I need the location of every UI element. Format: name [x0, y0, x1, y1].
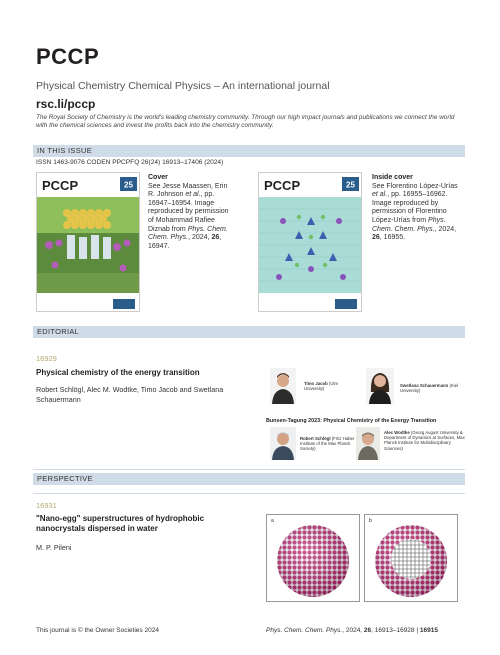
- editorial-title[interactable]: Physical chemistry of the energy transition: [36, 368, 200, 377]
- perspective-authors: M. P. Pileni: [36, 543, 72, 552]
- inside-cover-image: [258, 172, 362, 312]
- divider: [33, 469, 465, 470]
- footer-citation: Phys. Chem. Chem. Phys., 2024, 26, 16913–16928 | 16915: [266, 627, 438, 634]
- cover-badge: 25: [124, 180, 133, 190]
- footer-page-number: 16915: [419, 627, 438, 634]
- perspective-page-number[interactable]: 16931: [36, 501, 57, 510]
- issn-line: ISSN 1463-9076 CODEN PPCPFQ 26(24) 16913–17406 (2024): [36, 159, 224, 166]
- cover-description: Cover See Jesse Maassen, Erin R. Johnson et al., pp. 16947–16954. Image reproduced by permission of Mohammad Rafiee Diznab from Phys. Chem. Chem. Phys., 2024, 26, 16947.: [148, 174, 236, 251]
- inside-cover-description: Inside cover See Florentino López-Urías et al., pp. 16955–16962. Image reproduced by permission of Florentino López-Urías from Phys. Chem. Chem. Phys., 2024, 26, 16955.: [372, 174, 460, 243]
- caption-alec-wodtke: Alec Wodtke (Georg August University & Department of Dynamics at Surfaces, Max Planck Institute for Multidisciplinary Sciences): [384, 430, 465, 451]
- photo-alec-wodtke: [356, 427, 380, 460]
- nano-egg-panel-a: [266, 514, 360, 602]
- cover-journal-title: PCCP: [42, 178, 79, 193]
- section-header-in-this-issue: IN THIS ISSUE: [33, 145, 465, 157]
- inside-cover-badge: 25: [346, 180, 355, 190]
- photo-timo-jacob: [270, 368, 296, 404]
- photo-robert-schloegl: [270, 427, 296, 460]
- perspective-title[interactable]: "Nano-egg" superstructures of hydrophobic nanocrystals dispersed in water: [36, 514, 205, 533]
- editorial-authors: Robert Schlögl, Alec M. Wodtke, Timo Jacob and Swetlana Schauermann: [36, 385, 224, 404]
- section-header-perspective: PERSPECTIVE: [33, 473, 465, 485]
- caption-robert-schloegl: Robert Schlögl (Fritz Haber Institute of the Max Planck Society): [300, 436, 355, 452]
- inside-cover-heading: Inside cover: [372, 174, 413, 181]
- journal-subtitle: Physical Chemistry Chemical Physics – An international journal: [36, 80, 330, 92]
- divider: [33, 493, 465, 494]
- panel-a-label: a: [271, 518, 274, 524]
- inside-cover-journal-abbrev[interactable]: Phys. Chem. Chem. Phys.: [372, 216, 446, 233]
- cover-journal-abbrev[interactable]: Phys. Chem. Chem. Phys.: [148, 225, 228, 242]
- cover-heading: Cover: [148, 174, 168, 181]
- caption-timo-jacob: Timo Jacob (Ulm University): [304, 381, 339, 392]
- editorial-graphic-title: Bunsen-Tagung 2023: Physical Chemistry of the Energy Transition: [266, 418, 437, 424]
- section-header-editorial: EDITORIAL: [33, 326, 465, 338]
- caption-swetlana-schauermann: Swetlana Schauermann (Kiel University): [400, 383, 459, 394]
- editorial-page-number[interactable]: 16929: [36, 354, 57, 363]
- footer-copyright: This journal is © the Owner Societies 2024: [36, 627, 159, 634]
- nano-egg-panel-b: [364, 514, 458, 602]
- journal-title: PCCP: [36, 44, 100, 69]
- cover-image: [36, 172, 140, 312]
- panel-b-label: b: [369, 518, 372, 524]
- mission-statement: The Royal Society of Chemistry is the world's leading chemistry community. Through our high impact journals and publications we connect the world with the chemical sciences and invest the profits back into the chemistry community.: [36, 114, 455, 129]
- journal-url[interactable]: rsc.li/pccp: [36, 97, 96, 111]
- inside-cover-journal-title: PCCP: [264, 178, 301, 193]
- photo-swetlana-schauermann: [366, 368, 394, 404]
